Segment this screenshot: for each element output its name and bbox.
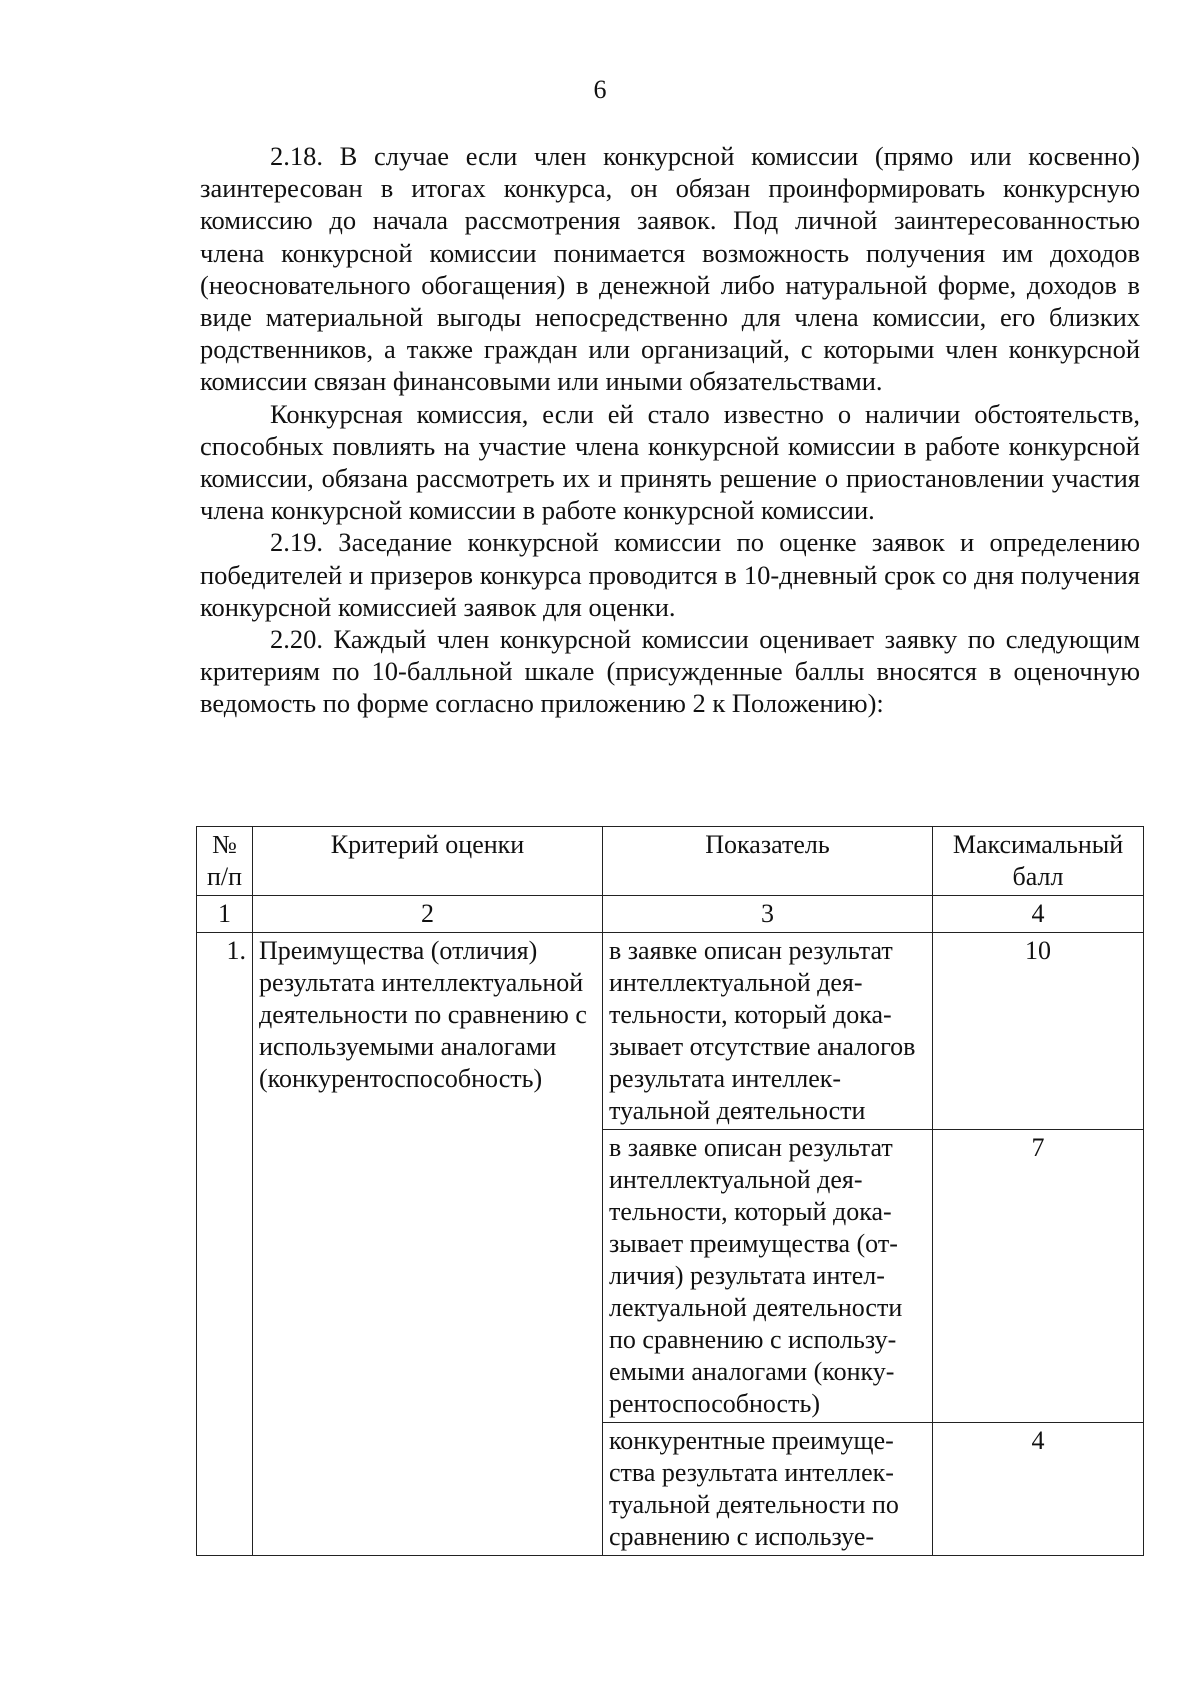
column-number-3: 3	[603, 896, 933, 933]
criteria-table-wrapper	[196, 826, 1143, 1556]
table-row	[197, 933, 1144, 1130]
paragraph-2-20: 2.20. Каждый член конкурсной комиссии оценивает заявку по следующим критериям по 10-балльной шкале (присужденные баллы вносятся в оценочную ведомость по форме согласно приложению 2 к Положению):	[200, 624, 1140, 719]
paragraph-commission-decision: Конкурсная комиссия, если ей стало известно о наличии обстоятельств, способных повлиять на участие члена конкурсной комиссии в работе конкурсной комиссии, обязана рассмотреть их и принять решение о приостановлении участия члена конкурсной комиссии в работе конкурсной комиссии.	[200, 398, 1140, 526]
page-number: 6	[593, 75, 607, 104]
column-number-1: 1	[197, 896, 253, 933]
body-text	[200, 140, 1140, 720]
score-cell: 10	[933, 933, 1144, 1130]
row-number: 1.	[197, 933, 253, 1556]
criterion-cell: Преимущества (отличия) результата интеллектуальной деятельности по сравнению с используемыми аналогами (конкурентоспособность)	[253, 933, 603, 1556]
criteria-table	[196, 826, 1144, 1556]
indicator-cell: в заявке описан результат интеллектуальной деятельности, который доказывает преимущества (отличия) результата интеллектуальной деятельности по сравнению с используемыми аналогами (конкурентоспособность)	[603, 1130, 933, 1423]
column-number-4: 4	[933, 896, 1144, 933]
header-max-score: Максимальный балл	[933, 827, 1144, 896]
indicator-cell: в заявке описан результат интеллектуальной деятельности, который доказывает отсутствие аналогов результата интеллектуальной деятельности	[603, 933, 933, 1130]
paragraph-2-19: 2.19. Заседание конкурсной комиссии по оценке заявок и определению победителей и призеров конкурса проводится в 10-дневный срок со дня получения конкурсной комиссией заявок для оценки.	[200, 527, 1140, 622]
header-num: № п/п	[197, 827, 253, 896]
table-header-row	[197, 827, 1144, 896]
column-number-row	[197, 896, 1144, 933]
paragraph-2-18: 2.18. В случае если член конкурсной комиссии (прямо или косвенно) заинтересован в итогах конкурса, он обязан проинформировать конкурсную комиссию до начала рассмотрения заявок. Под личной заинтересованностью члена конкурсной комиссии понимается возможность получения им доходов (неосновательного обогащения) в денежной либо натуральной форме, доходов в виде материальной выгоды непосредственно для члена комиссии, его близких родственников, а также граждан или организаций, с которыми член конкурсной комиссии связан финансовыми или иными обязательствами.	[200, 141, 1140, 397]
score-cell: 4	[933, 1423, 1144, 1556]
column-number-2: 2	[253, 896, 603, 933]
indicator-cell: конкурентные преимущества результата интеллектуальной деятельности по сравнению с используе-	[603, 1423, 933, 1556]
score-cell: 7	[933, 1130, 1144, 1423]
header-indicator: Показатель	[603, 827, 933, 896]
header-criterion: Критерий оценки	[253, 827, 603, 896]
